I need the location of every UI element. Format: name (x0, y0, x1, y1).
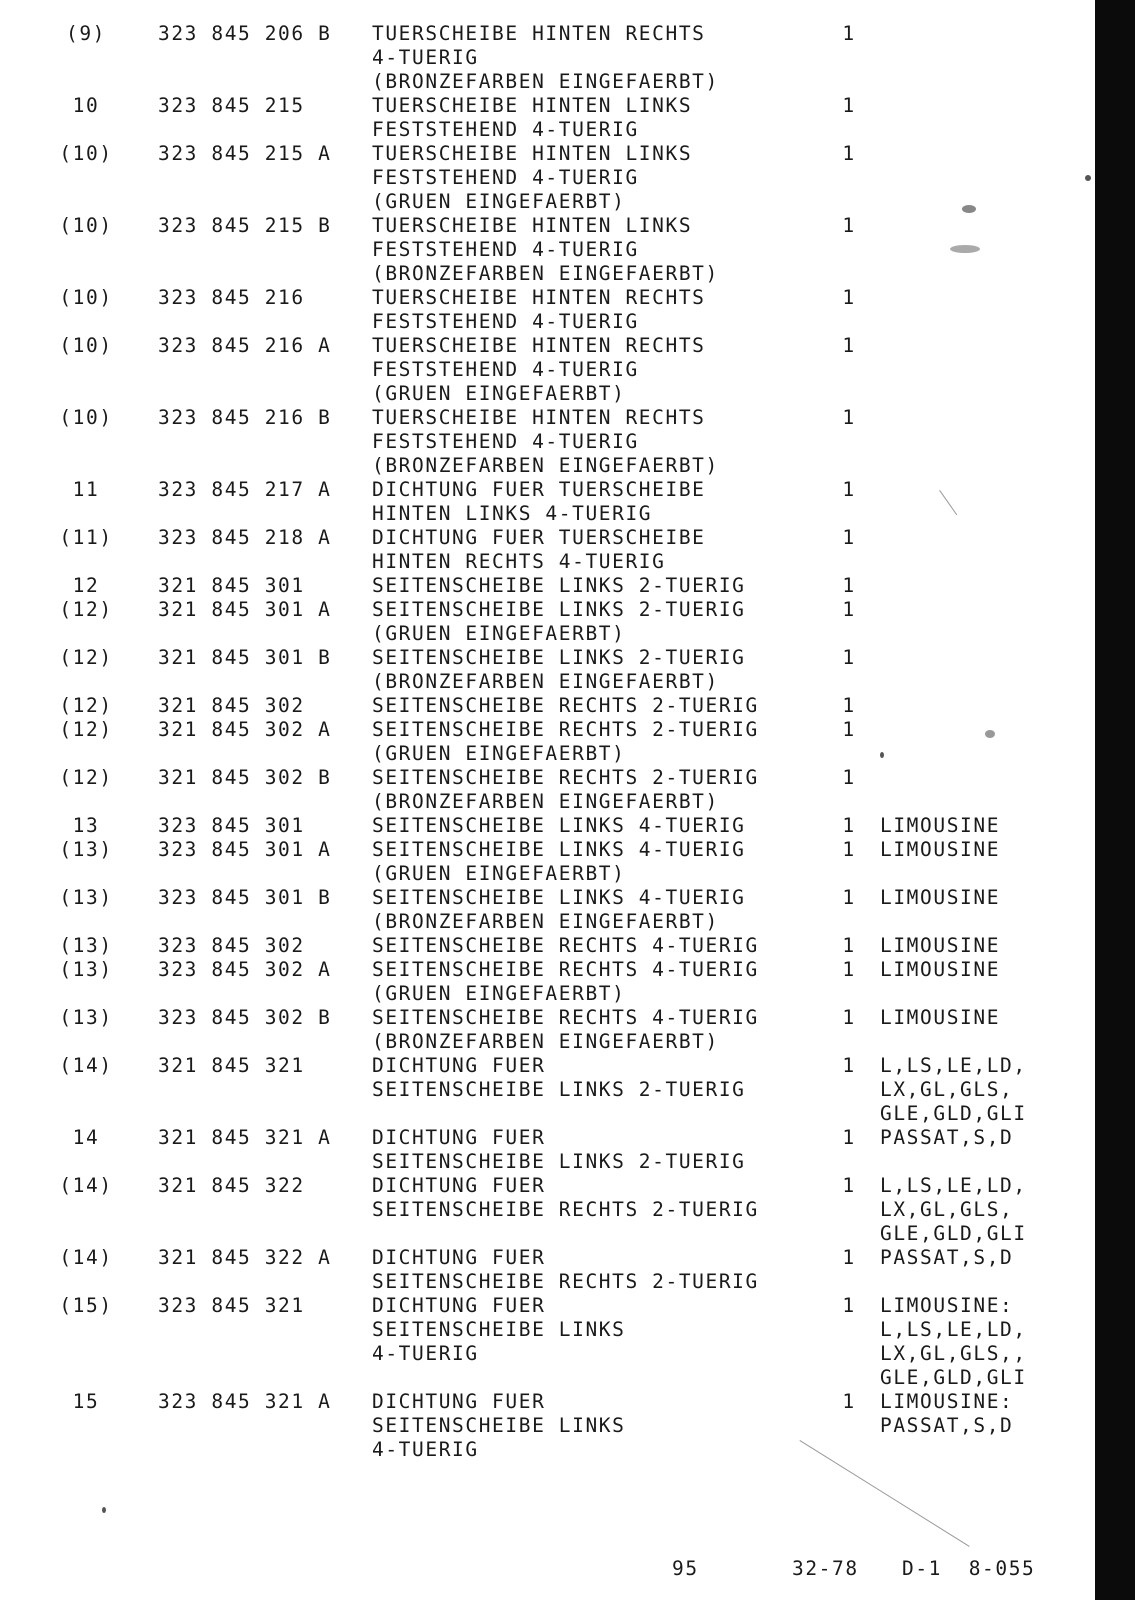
description-line: FESTSTEHEND 4-TUERIG (372, 430, 639, 453)
quantity: 1 (842, 1054, 856, 1077)
model-remark (880, 1126, 1013, 1150)
part-row (0, 1390, 1090, 1462)
part-row (0, 838, 1090, 886)
part-description (372, 1294, 625, 1366)
description-line: DICHTUNG FUER TUERSCHEIBE (372, 526, 706, 549)
part-row (0, 646, 1090, 694)
part-number: 323 845 217 A (158, 478, 332, 501)
part-description (372, 142, 692, 214)
part-description (372, 814, 746, 838)
catalog-code: D-1 8-055 (902, 1557, 1036, 1580)
part-description (372, 286, 706, 334)
description-line: SEITENSCHEIBE RECHTS 2-TUERIG (372, 1270, 759, 1293)
part-row (0, 1294, 1090, 1390)
description-line: SEITENSCHEIBE RECHTS 2-TUERIG (372, 694, 759, 717)
model-remark (880, 1006, 1000, 1030)
description-line: 4-TUERIG (372, 1342, 479, 1365)
remark-line: LIMOUSINE (880, 1006, 1001, 1029)
remark-line: L,LS,LE,LD, (880, 1318, 1027, 1341)
description-line: 4-TUERIG (372, 1438, 479, 1461)
part-number: 321 845 322 (158, 1174, 305, 1197)
quantity: 1 (842, 406, 856, 429)
position-number: (13) (59, 886, 113, 909)
part-number: 321 845 302 B (158, 766, 332, 789)
part-description (372, 1006, 759, 1054)
remark-line: LX,GL,GLS, (880, 1078, 1014, 1101)
part-description (372, 838, 746, 886)
description-line: FESTSTEHEND 4-TUERIG (372, 310, 639, 333)
position-number: 12 (72, 574, 100, 597)
position-number: (14) (59, 1246, 113, 1269)
quantity: 1 (842, 1174, 856, 1197)
description-line: DICHTUNG FUER (372, 1126, 546, 1149)
part-row (0, 814, 1090, 838)
remark-line: LIMOUSINE: (880, 1294, 1014, 1317)
description-line: TUERSCHEIBE HINTEN LINKS (372, 142, 693, 165)
quantity: 1 (842, 1246, 856, 1269)
remark-line: LIMOUSINE (880, 838, 1001, 861)
position-number: (13) (59, 838, 113, 861)
position-number: (12) (59, 766, 113, 789)
description-line: SEITENSCHEIBE LINKS 2-TUERIG (372, 598, 746, 621)
part-row (0, 574, 1090, 598)
scan-edge-bar (1095, 0, 1135, 1600)
remark-line: LIMOUSINE (880, 814, 1001, 837)
part-row (0, 598, 1090, 646)
position-number: (13) (59, 1006, 113, 1029)
part-number: 321 845 302 (158, 694, 305, 717)
part-description (372, 598, 746, 646)
description-line: (BRONZEFARBEN EINGEFAERBT) (372, 910, 719, 933)
description-line: FESTSTEHEND 4-TUERIG (372, 238, 639, 261)
part-number: 321 845 322 A (158, 1246, 332, 1269)
scan-speck (880, 752, 884, 758)
part-description (372, 94, 692, 142)
part-number: 323 845 302 B (158, 1006, 332, 1029)
remark-line: PASSAT,S,D (880, 1414, 1014, 1437)
part-row (0, 766, 1090, 814)
part-number: 321 845 302 A (158, 718, 332, 741)
model-remark (880, 958, 1000, 982)
page-number: 95 (672, 1557, 699, 1580)
remark-line: GLE,GLD,GLI (880, 1102, 1027, 1125)
part-number: 323 845 302 A (158, 958, 332, 981)
description-line: SEITENSCHEIBE LINKS 4-TUERIG (372, 838, 746, 861)
part-number: 323 845 301 (158, 814, 305, 837)
remark-line: PASSAT,S,D (880, 1126, 1014, 1149)
page-footer (0, 1557, 1090, 1583)
description-line: SEITENSCHEIBE LINKS 2-TUERIG (372, 646, 746, 669)
part-row (0, 22, 1090, 94)
part-row (0, 526, 1090, 574)
issue-date: 32-78 (792, 1557, 859, 1580)
description-line: SEITENSCHEIBE RECHTS 2-TUERIG (372, 1198, 759, 1221)
model-remark (880, 1174, 1027, 1246)
scan-speck (962, 205, 976, 213)
position-number: (11) (59, 526, 113, 549)
scan-speck (950, 245, 980, 253)
part-row (0, 886, 1090, 934)
description-line: (GRUEN EINGEFAERBT) (372, 190, 626, 213)
part-description (372, 646, 746, 694)
description-line: (GRUEN EINGEFAERBT) (372, 742, 626, 765)
quantity: 1 (842, 286, 856, 309)
position-number: 13 (72, 814, 100, 837)
description-line: HINTEN RECHTS 4-TUERIG (372, 550, 666, 573)
position-number: (15) (59, 1294, 113, 1317)
position-number: (12) (59, 646, 113, 669)
description-line: DICHTUNG FUER (372, 1294, 546, 1317)
quantity: 1 (842, 646, 856, 669)
part-number: 323 845 215 A (158, 142, 332, 165)
model-remark (880, 1054, 1027, 1126)
part-row (0, 142, 1090, 214)
description-line: TUERSCHEIBE HINTEN RECHTS (372, 406, 706, 429)
position-number: (12) (59, 718, 113, 741)
position-number: (10) (59, 334, 113, 357)
remark-line: GLE,GLD,GLI (880, 1366, 1027, 1389)
part-description (372, 1174, 759, 1222)
remark-line: L,LS,LE,LD, (880, 1054, 1027, 1077)
part-number: 323 845 215 (158, 94, 305, 117)
part-row (0, 694, 1090, 718)
part-row (0, 1054, 1090, 1126)
description-line: SEITENSCHEIBE RECHTS 4-TUERIG (372, 958, 759, 981)
description-line: (GRUEN EINGEFAERBT) (372, 862, 626, 885)
part-row (0, 214, 1090, 286)
description-line: DICHTUNG FUER (372, 1054, 546, 1077)
part-row (0, 286, 1090, 334)
part-row (0, 958, 1090, 1006)
part-number: 323 845 301 A (158, 838, 332, 861)
part-row (0, 718, 1090, 766)
description-line: 4-TUERIG (372, 46, 479, 69)
remark-line: LX,GL,GLS,, (880, 1342, 1027, 1365)
part-number: 323 845 302 (158, 934, 305, 957)
part-row (0, 1126, 1090, 1174)
quantity: 1 (842, 22, 856, 45)
description-line: SEITENSCHEIBE RECHTS 2-TUERIG (372, 718, 759, 741)
position-number: 11 (72, 478, 100, 501)
description-line: FESTSTEHEND 4-TUERIG (372, 166, 639, 189)
part-row (0, 1174, 1090, 1246)
part-row (0, 406, 1090, 478)
parts-list (0, 22, 1090, 1462)
part-number: 321 845 321 (158, 1054, 305, 1077)
part-number: 321 845 301 (158, 574, 305, 597)
part-description (372, 334, 706, 406)
part-number: 323 845 321 (158, 1294, 305, 1317)
part-description (372, 1390, 625, 1462)
description-line: SEITENSCHEIBE LINKS 2-TUERIG (372, 574, 746, 597)
part-description (372, 718, 759, 766)
quantity: 1 (842, 1006, 856, 1029)
part-number: 323 845 216 (158, 286, 305, 309)
position-number: (10) (59, 286, 113, 309)
quantity: 1 (842, 142, 856, 165)
quantity: 1 (842, 94, 856, 117)
position-number: 15 (72, 1390, 100, 1413)
description-line: SEITENSCHEIBE LINKS 2-TUERIG (372, 1078, 746, 1101)
model-remark (880, 814, 1000, 838)
part-description (372, 214, 719, 286)
quantity: 1 (842, 934, 856, 957)
position-number: (9) (65, 22, 107, 45)
part-description (372, 22, 719, 94)
model-remark (880, 886, 1000, 910)
part-number: 321 845 321 A (158, 1126, 332, 1149)
position-number: (13) (59, 958, 113, 981)
position-number: 14 (72, 1126, 100, 1149)
quantity: 1 (842, 886, 856, 909)
description-line: (BRONZEFARBEN EINGEFAERBT) (372, 1030, 719, 1053)
remark-line: LIMOUSINE (880, 886, 1001, 909)
description-line: (BRONZEFARBEN EINGEFAERBT) (372, 70, 719, 93)
quantity: 1 (842, 694, 856, 717)
quantity: 1 (842, 838, 856, 861)
description-line: TUERSCHEIBE HINTEN LINKS (372, 94, 693, 117)
description-line: DICHTUNG FUER (372, 1390, 546, 1413)
position-number: 10 (72, 94, 100, 117)
position-number: (14) (59, 1054, 113, 1077)
position-number: (13) (59, 934, 113, 957)
description-line: (BRONZEFARBEN EINGEFAERBT) (372, 670, 719, 693)
remark-line: L,LS,LE,LD, (880, 1174, 1027, 1197)
part-description (372, 1054, 746, 1102)
part-number: 323 845 301 B (158, 886, 332, 909)
description-line: SEITENSCHEIBE RECHTS 4-TUERIG (372, 1006, 759, 1029)
model-remark (880, 838, 1000, 862)
quantity: 1 (842, 478, 856, 501)
model-remark (880, 934, 1000, 958)
quantity: 1 (842, 1126, 856, 1149)
part-number: 323 845 218 A (158, 526, 332, 549)
description-line: SEITENSCHEIBE RECHTS 2-TUERIG (372, 766, 759, 789)
description-line: DICHTUNG FUER (372, 1246, 546, 1269)
description-line: (BRONZEFARBEN EINGEFAERBT) (372, 454, 719, 477)
description-line: SEITENSCHEIBE LINKS 2-TUERIG (372, 1150, 746, 1173)
part-description (372, 526, 706, 574)
quantity: 1 (842, 334, 856, 357)
part-number: 321 845 301 B (158, 646, 332, 669)
description-line: (GRUEN EINGEFAERBT) (372, 982, 626, 1005)
part-description (372, 694, 759, 718)
part-description (372, 1246, 759, 1294)
part-description (372, 478, 706, 526)
description-line: (GRUEN EINGEFAERBT) (372, 622, 626, 645)
position-number: (10) (59, 406, 113, 429)
part-row (0, 934, 1090, 958)
quantity: 1 (842, 958, 856, 981)
position-number: (14) (59, 1174, 113, 1197)
quantity: 1 (842, 574, 856, 597)
part-description (372, 934, 759, 958)
description-line: SEITENSCHEIBE LINKS 4-TUERIG (372, 886, 746, 909)
description-line: DICHTUNG FUER (372, 1174, 546, 1197)
description-line: SEITENSCHEIBE LINKS (372, 1414, 626, 1437)
description-line: FESTSTEHEND 4-TUERIG (372, 118, 639, 141)
remark-line: GLE,GLD,GLI (880, 1222, 1027, 1245)
quantity: 1 (842, 718, 856, 741)
part-number: 323 845 216 B (158, 406, 332, 429)
quantity: 1 (842, 214, 856, 237)
position-number: (12) (59, 694, 113, 717)
part-row (0, 334, 1090, 406)
part-description (372, 406, 719, 478)
model-remark (880, 1246, 1013, 1270)
description-line: (BRONZEFARBEN EINGEFAERBT) (372, 790, 719, 813)
quantity: 1 (842, 598, 856, 621)
part-number: 323 845 215 B (158, 214, 332, 237)
description-line: TUERSCHEIBE HINTEN RECHTS (372, 22, 706, 45)
remark-line: LIMOUSINE (880, 958, 1001, 981)
position-number: (12) (59, 598, 113, 621)
description-line: TUERSCHEIBE HINTEN LINKS (372, 214, 693, 237)
description-line: DICHTUNG FUER TUERSCHEIBE (372, 478, 706, 501)
description-line: SEITENSCHEIBE LINKS (372, 1318, 626, 1341)
quantity: 1 (842, 1390, 856, 1413)
model-remark (880, 1390, 1013, 1438)
quantity: 1 (842, 814, 856, 837)
description-line: (BRONZEFARBEN EINGEFAERBT) (372, 262, 719, 285)
quantity: 1 (842, 1294, 856, 1317)
part-row (0, 478, 1090, 526)
part-description (372, 574, 746, 598)
description-line: SEITENSCHEIBE LINKS 4-TUERIG (372, 814, 746, 837)
part-number: 323 845 216 A (158, 334, 332, 357)
model-remark (880, 1294, 1027, 1390)
position-number: (10) (59, 142, 113, 165)
remark-line: LIMOUSINE: (880, 1390, 1014, 1413)
description-line: FESTSTEHEND 4-TUERIG (372, 358, 639, 381)
description-line: (GRUEN EINGEFAERBT) (372, 382, 626, 405)
part-description (372, 958, 759, 1006)
description-line: HINTEN LINKS 4-TUERIG (372, 502, 653, 525)
part-number: 321 845 301 A (158, 598, 332, 621)
part-number: 323 845 206 B (158, 22, 332, 45)
part-description (372, 1126, 746, 1174)
description-line: SEITENSCHEIBE RECHTS 4-TUERIG (372, 934, 759, 957)
part-row (0, 94, 1090, 142)
remark-line: LIMOUSINE (880, 934, 1001, 957)
quantity: 1 (842, 526, 856, 549)
part-row (0, 1006, 1090, 1054)
position-number: (10) (59, 214, 113, 237)
scan-speck (985, 730, 995, 738)
remark-line: PASSAT,S,D (880, 1246, 1014, 1269)
part-row (0, 1246, 1090, 1294)
remark-line: LX,GL,GLS, (880, 1198, 1014, 1221)
quantity: 1 (842, 766, 856, 789)
scan-speck (102, 1507, 106, 1513)
part-description (372, 766, 759, 814)
description-line: TUERSCHEIBE HINTEN RECHTS (372, 286, 706, 309)
part-number: 323 845 321 A (158, 1390, 332, 1413)
scan-speck (1085, 175, 1091, 181)
description-line: TUERSCHEIBE HINTEN RECHTS (372, 334, 706, 357)
part-description (372, 886, 746, 934)
